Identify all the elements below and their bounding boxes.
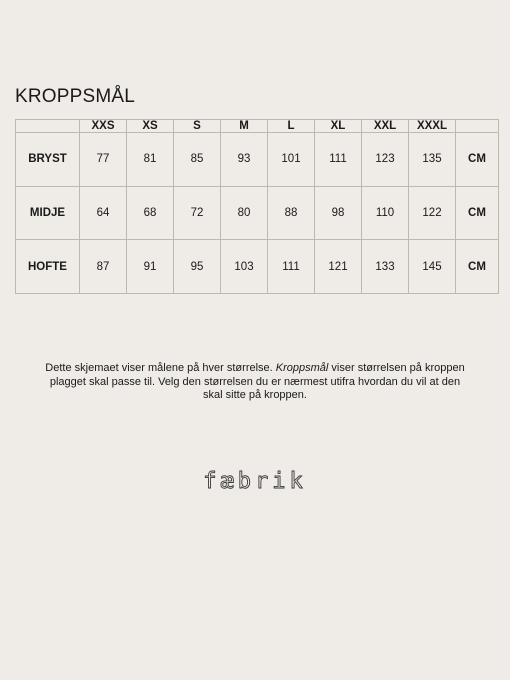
header-cell: M: [221, 120, 268, 133]
header-cell: XL: [315, 120, 362, 133]
header-cell: XS: [127, 120, 174, 133]
description-text: Dette skjemaet viser målene på hver størrelse.: [45, 362, 276, 374]
value-cell: 121: [315, 240, 362, 294]
table-row: [16, 240, 499, 294]
value-cell: 110: [362, 186, 409, 240]
header-cell: S: [174, 120, 221, 133]
size-table: [15, 119, 499, 294]
value-cell: 111: [315, 133, 362, 187]
value-cell: 64: [80, 186, 127, 240]
value-cell: 87: [80, 240, 127, 294]
header-cell: XXS: [80, 120, 127, 133]
value-cell: 93: [221, 133, 268, 187]
unit-cell: CM: [456, 133, 499, 187]
size-description: [40, 362, 470, 403]
value-cell: 135: [409, 133, 456, 187]
logo-text: fæbrik: [203, 469, 307, 494]
empty-unit-header-cell: [456, 120, 499, 133]
row-label: BRYST: [16, 133, 80, 187]
value-cell: 123: [362, 133, 409, 187]
unit-cell: CM: [456, 240, 499, 294]
value-cell: 72: [174, 186, 221, 240]
value-cell: 101: [268, 133, 315, 187]
value-cell: 122: [409, 186, 456, 240]
value-cell: 98: [315, 186, 362, 240]
unit-cell: CM: [456, 186, 499, 240]
header-cell: L: [268, 120, 315, 133]
row-label: HOFTE: [16, 240, 80, 294]
value-cell: 68: [127, 186, 174, 240]
header-cell: XXL: [362, 120, 409, 133]
description-text: viser størrelsen på kroppen plagget skal passe til. Velg den størrelsen du er nærmest utifra hvordan du vil at den skal sitte på kroppen.: [49, 362, 465, 401]
value-cell: 133: [362, 240, 409, 294]
description-emphasis: Kroppsmål: [275, 362, 329, 374]
value-cell: 81: [127, 133, 174, 187]
value-cell: 80: [221, 186, 268, 240]
table-row: [16, 133, 499, 187]
value-cell: 111: [268, 240, 315, 294]
empty-corner-cell: [16, 120, 80, 133]
value-cell: 103: [221, 240, 268, 294]
brand-logo: [185, 466, 325, 496]
table-row: [16, 186, 499, 240]
row-label: MIDJE: [16, 186, 80, 240]
table-header-row: [16, 120, 499, 133]
value-cell: 145: [409, 240, 456, 294]
value-cell: 77: [80, 133, 127, 187]
value-cell: 88: [268, 186, 315, 240]
value-cell: 85: [174, 133, 221, 187]
header-cell: XXXL: [409, 120, 456, 133]
value-cell: 91: [127, 240, 174, 294]
value-cell: 95: [174, 240, 221, 294]
page-title: KROPPSMÅL: [15, 86, 136, 107]
